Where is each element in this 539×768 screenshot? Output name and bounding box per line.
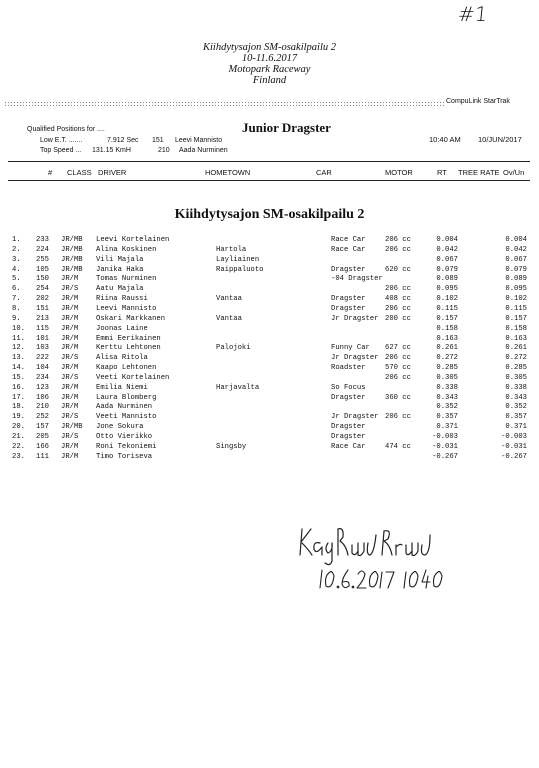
driver-name: Veeti Mannisto xyxy=(96,413,157,422)
car-number: 202 xyxy=(36,295,49,304)
car-number: 111 xyxy=(36,452,49,461)
reaction-time: 0.371 xyxy=(436,423,458,432)
motor-size: 206 cc xyxy=(385,304,411,313)
table-row xyxy=(0,353,539,363)
class-code: JR/M xyxy=(61,295,79,304)
hometown: Layliainen xyxy=(216,255,260,264)
driver-name: Joonas Laine xyxy=(96,324,148,333)
car-number: 105 xyxy=(36,265,49,274)
report-date: 10/JUN/2017 xyxy=(478,135,522,144)
row-position: 14. xyxy=(12,364,25,373)
over-under: 0.285 xyxy=(505,364,527,373)
col-header-class: CLASS xyxy=(67,168,92,177)
car-number: 254 xyxy=(36,285,49,294)
car-type: Jr Dragster xyxy=(331,314,379,323)
class-code: JR/M xyxy=(61,383,79,392)
table-row xyxy=(0,245,539,255)
driver-name: Alina Koskinen xyxy=(96,245,157,254)
class-code: JR/MB xyxy=(61,423,83,432)
hometown: Vantaa xyxy=(216,314,242,323)
motor-size: 206 cc xyxy=(385,354,411,363)
low-et-value: 7.912 Sec xyxy=(107,137,139,144)
over-under: 0.352 xyxy=(505,403,527,412)
row-position: 7. xyxy=(12,295,21,304)
table-row xyxy=(0,393,539,403)
top-speed-value: 131.15 KmH xyxy=(92,147,131,154)
low-et-number: 151 xyxy=(152,137,164,144)
table-row xyxy=(0,452,539,462)
table-row xyxy=(0,274,539,284)
reaction-time: 0.095 xyxy=(436,285,458,294)
car-number: 233 xyxy=(36,236,49,244)
over-under: 0.272 xyxy=(505,354,527,363)
table-row xyxy=(0,402,539,412)
event-dates: 10-11.6.2017 xyxy=(241,53,298,64)
row-position: 8. xyxy=(12,304,21,313)
reaction-time: -0.267 xyxy=(432,452,458,461)
table-row xyxy=(0,432,539,442)
over-under: 0.343 xyxy=(505,393,527,402)
car-type: Dragster xyxy=(331,433,366,441)
driver-name: Timo Toriseva xyxy=(96,452,153,461)
hometown: Vantaa xyxy=(216,295,242,304)
class-code: JR/M xyxy=(61,452,79,461)
driver-name: Aatu Majala xyxy=(96,285,144,294)
car-number: 224 xyxy=(36,245,49,254)
reaction-time: -0.031 xyxy=(432,442,458,451)
motor-size: 206 cc xyxy=(385,245,411,254)
col-header-hometown: HOMETOWN xyxy=(205,168,251,177)
reaction-time: 0.272 xyxy=(436,354,458,363)
car-type: Dragster xyxy=(331,423,366,432)
low-et-label: Low E.T. ....... xyxy=(40,137,83,144)
table-row xyxy=(0,363,539,373)
table-row xyxy=(0,442,539,452)
car-number: 252 xyxy=(36,413,49,422)
col-header-driver: DRIVER xyxy=(98,168,127,177)
driver-name: Roni Tekoniemi xyxy=(96,442,157,451)
class-code: JR/MB xyxy=(61,245,83,254)
class-code: JR/M xyxy=(61,364,79,373)
car-number: 104 xyxy=(36,364,49,373)
driver-name: Tomas Nurminen xyxy=(96,275,157,284)
driver-name: Oskari Markkanen xyxy=(96,314,166,323)
class-code: JR/M xyxy=(61,403,79,412)
row-position: 1. xyxy=(12,236,21,244)
table-row xyxy=(0,255,539,265)
car-type: Jr Dragster xyxy=(331,413,379,422)
event-venue: Motopark Raceway xyxy=(228,64,311,75)
reaction-time: 0.067 xyxy=(436,255,458,264)
car-number: 213 xyxy=(36,314,49,323)
hometown: Palojoki xyxy=(216,344,251,353)
row-position: 3. xyxy=(12,255,21,264)
table-row xyxy=(0,412,539,422)
car-number: 151 xyxy=(36,304,49,313)
reaction-time: 0.115 xyxy=(436,304,458,313)
over-under: 0.102 xyxy=(505,295,527,304)
motor-size: 206 cc xyxy=(385,236,411,244)
over-under: 0.004 xyxy=(505,236,527,244)
car-type: Dragster xyxy=(331,393,366,402)
motor-size: 206 cc xyxy=(385,373,411,382)
top-speed-driver: Aada Nurminen xyxy=(179,147,228,154)
row-position: 2. xyxy=(12,245,21,254)
driver-name: Emmi Eerikainen xyxy=(96,334,161,343)
table-row xyxy=(0,265,539,275)
car-number: 205 xyxy=(36,433,49,441)
car-number: 150 xyxy=(36,275,49,284)
motor-size: 206 cc xyxy=(385,413,411,422)
table-row xyxy=(0,235,539,245)
car-type: Dragster xyxy=(331,295,366,304)
row-position: 19. xyxy=(12,413,25,422)
row-position: 4. xyxy=(12,265,21,274)
car-type: -04 Dragster xyxy=(331,275,383,284)
over-under: 0.042 xyxy=(505,245,527,254)
reaction-time: 0.089 xyxy=(436,275,458,284)
reaction-time: 0.305 xyxy=(436,373,458,382)
hometown: Hartola xyxy=(216,245,247,254)
class-code: JR/MB xyxy=(61,265,83,274)
over-under: 0.067 xyxy=(505,255,527,264)
class-code: JR/M xyxy=(61,442,79,451)
row-position: 5. xyxy=(12,275,21,284)
class-code: JR/M xyxy=(61,334,79,343)
timing-system-label: CompuLink StarTrak xyxy=(446,98,510,105)
car-number: 101 xyxy=(36,334,49,343)
qualified-label: Qualified Positions for .... xyxy=(27,126,105,133)
car-number: 222 xyxy=(36,354,49,363)
driver-name: Aada Nurminen xyxy=(96,403,153,412)
page-number-mark: #1 xyxy=(456,2,489,26)
driver-name: Riina Raussi xyxy=(96,295,148,304)
reaction-time: 0.338 xyxy=(436,383,458,392)
driver-name: Veeti Kortelainen xyxy=(96,373,170,382)
car-type: Roadster xyxy=(331,364,366,373)
table-row xyxy=(0,343,539,353)
car-number: 210 xyxy=(36,403,49,412)
class-code: JR/M xyxy=(61,314,79,323)
table-row xyxy=(0,334,539,344)
class-code: JR/S xyxy=(61,413,79,422)
row-position: 12. xyxy=(12,344,25,353)
row-position: 10. xyxy=(12,324,25,333)
reaction-time: 0.004 xyxy=(436,236,458,244)
over-under: 0.338 xyxy=(505,383,527,392)
col-header-num: # xyxy=(48,168,53,177)
motor-size: 570 cc xyxy=(385,364,411,373)
class-code: JR/S xyxy=(61,433,79,441)
over-under: 0.158 xyxy=(505,324,527,333)
row-position: 18. xyxy=(12,403,25,412)
reaction-time: 0.079 xyxy=(436,265,458,274)
top-speed-number: 210 xyxy=(158,147,170,154)
car-type: Race Car xyxy=(331,442,366,451)
driver-name: Emilia Niemi xyxy=(96,383,148,392)
row-position: 17. xyxy=(12,393,25,402)
class-title: Junior Dragster xyxy=(242,120,331,135)
handwritten-date-time xyxy=(318,562,448,596)
reaction-time: 0.157 xyxy=(436,314,458,323)
over-under: 0.079 xyxy=(505,265,527,274)
motor-size: 474 cc xyxy=(385,442,411,451)
class-code: JR/M xyxy=(61,275,79,284)
reaction-time: 0.343 xyxy=(436,393,458,402)
over-under: 0.089 xyxy=(505,275,527,284)
table-row xyxy=(0,284,539,294)
header-bottom-rule xyxy=(8,180,530,181)
row-position: 21. xyxy=(12,433,25,441)
over-under: -0.267 xyxy=(501,452,527,461)
motor-size: 620 cc xyxy=(385,265,411,274)
class-code: JR/M xyxy=(61,393,79,402)
col-header-ov-un: Ov/Un xyxy=(503,168,525,177)
driver-name: Laura Blomberg xyxy=(96,393,157,402)
driver-name: Kaapo Lehtonen xyxy=(96,364,157,373)
motor-size: 360 cc xyxy=(385,393,411,402)
car-type: Funny Car xyxy=(331,344,370,353)
class-code: JR/MB xyxy=(61,255,83,264)
table-row xyxy=(0,294,539,304)
row-position: 11. xyxy=(12,334,25,343)
over-under: 0.261 xyxy=(505,344,527,353)
dotted-rule xyxy=(4,101,444,106)
hometown: Singsby xyxy=(216,442,247,451)
over-under: -0.003 xyxy=(501,433,527,441)
motor-size: 627 cc xyxy=(385,344,411,353)
car-number: 157 xyxy=(36,423,49,432)
report-time: 10:40 AM xyxy=(429,135,461,144)
event-country: Finland xyxy=(252,75,287,86)
car-number: 166 xyxy=(36,442,49,451)
row-position: 15. xyxy=(12,373,25,382)
reaction-time: 0.352 xyxy=(436,403,458,412)
row-position: 23. xyxy=(12,452,25,461)
over-under: 0.163 xyxy=(505,334,527,343)
over-under: 0.305 xyxy=(505,373,527,382)
col-header-tree-rate: TREE RATE xyxy=(458,168,500,177)
driver-name: Otto Vierikko xyxy=(96,433,153,441)
top-speed-label: Top Speed ... xyxy=(40,147,82,154)
row-position: 16. xyxy=(12,383,25,392)
table-row xyxy=(0,314,539,324)
table-row xyxy=(0,383,539,393)
reaction-time: 0.261 xyxy=(436,344,458,353)
table-row xyxy=(0,373,539,383)
reaction-time: 0.357 xyxy=(436,413,458,422)
car-number: 103 xyxy=(36,344,49,353)
car-number: 234 xyxy=(36,373,49,382)
reaction-time: -0.003 xyxy=(432,433,458,441)
driver-name: Janika Haka xyxy=(96,265,144,274)
car-type: Jr Dragster xyxy=(331,354,379,363)
table-row xyxy=(0,422,539,432)
reaction-time: 0.285 xyxy=(436,364,458,373)
table-row xyxy=(0,324,539,334)
reaction-time: 0.042 xyxy=(436,245,458,254)
class-code: JR/M xyxy=(61,304,79,313)
row-position: 20. xyxy=(12,423,25,432)
class-code: JR/S xyxy=(61,285,79,294)
low-et-driver: Leevi Mannisto xyxy=(175,137,223,144)
driver-name: Jone Sokura xyxy=(96,423,144,432)
col-header-motor: MOTOR xyxy=(385,168,413,177)
over-under: -0.031 xyxy=(501,442,527,451)
car-type: Dragster xyxy=(331,265,366,274)
car-type: So Focus xyxy=(331,383,366,392)
col-header-rt: RT xyxy=(437,168,447,177)
header-top-rule xyxy=(8,161,530,162)
over-under: 0.095 xyxy=(505,285,527,294)
car-type: Dragster xyxy=(331,304,366,313)
car-number: 123 xyxy=(36,383,49,392)
row-position: 13. xyxy=(12,354,25,363)
reaction-time: 0.163 xyxy=(436,334,458,343)
car-type: Race Car xyxy=(331,245,366,254)
over-under: 0.357 xyxy=(505,413,527,422)
class-code: JR/S xyxy=(61,354,79,363)
class-code: JR/M xyxy=(61,344,79,353)
over-under: 0.371 xyxy=(505,423,527,432)
class-code: JR/MB xyxy=(61,236,83,244)
table-row xyxy=(0,304,539,314)
driver-name: Leevi Mannisto xyxy=(96,304,157,313)
over-under: 0.115 xyxy=(505,304,527,313)
car-number: 106 xyxy=(36,393,49,402)
car-type: Race Car xyxy=(331,236,366,244)
driver-name: Leevi Kortelainen xyxy=(96,236,170,244)
driver-name: Alisa Ritola xyxy=(96,354,148,363)
hometown: Raippaluoto xyxy=(216,265,264,274)
row-position: 22. xyxy=(12,442,25,451)
col-header-car: CAR xyxy=(316,168,332,177)
motor-size: 200 cc xyxy=(385,314,411,323)
table-title: Kiihdytysajon SM-osakilpailu 2 xyxy=(174,207,365,222)
event-title: Kiihdytysajon SM-osakilpailu 2 xyxy=(203,42,336,53)
driver-name: Kerttu Lehtonen xyxy=(96,344,161,353)
car-number: 115 xyxy=(36,324,49,333)
class-code: JR/M xyxy=(61,324,79,333)
over-under: 0.157 xyxy=(505,314,527,323)
motor-size: 206 cc xyxy=(385,285,411,294)
row-position: 9. xyxy=(12,314,21,323)
reaction-time: 0.102 xyxy=(436,295,458,304)
row-position: 6. xyxy=(12,285,21,294)
car-number: 255 xyxy=(36,255,49,264)
driver-name: Vili Majala xyxy=(96,255,144,264)
class-code: JR/S xyxy=(61,373,79,382)
hometown: Harjavalta xyxy=(216,383,260,392)
motor-size: 408 cc xyxy=(385,295,411,304)
reaction-time: 0.158 xyxy=(436,324,458,333)
